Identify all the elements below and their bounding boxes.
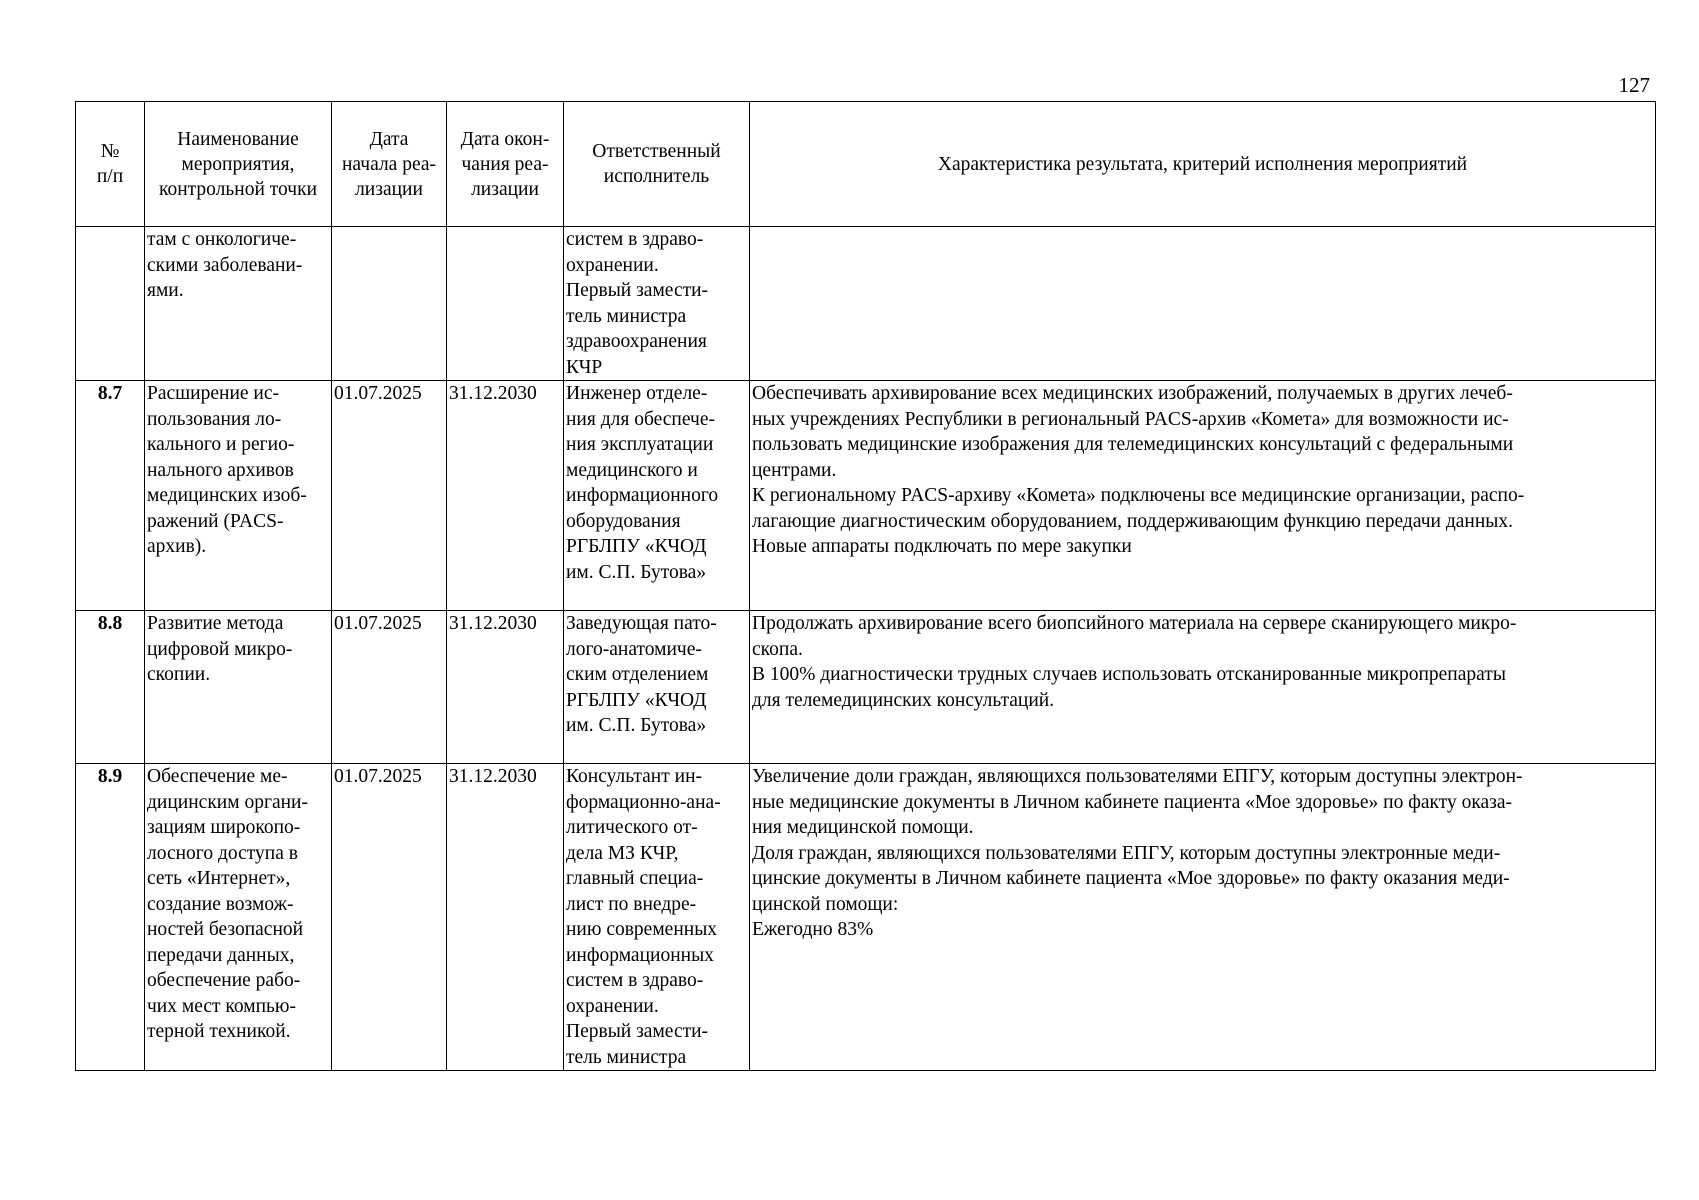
- row-num: 8.7: [76, 381, 145, 611]
- row-executor: систем в здраво- охранении. Первый замести- тель министра здравоохранения КЧР: [564, 227, 750, 381]
- row-result: Продолжать архивирование всего биопсийного материала на сервере сканирующего микро- скопа. В 100% диагностически трудных случаев использовать отсканированные микропрепараты для телемедицинских консультаций.: [750, 611, 1656, 764]
- row-num: 8.8: [76, 611, 145, 764]
- table-row: [76, 611, 1656, 764]
- row-start-date: [332, 227, 447, 381]
- row-result: Обеспечивать архивирование всех медицинских изображений, получаемых в других лечеб- ных учреждениях Республики в региональный PACS-архив «Комета» для возможности ис- пользовать медицинские изображения для телемедицинских консультаций с федеральными центрами. К региональному PACS-архиву «Комета» подключены все медицинские организации, распо- лагающие диагностическим оборудованием, поддерживающим функцию передачи данных. Новые аппараты подключать по мере закупки: [750, 381, 1656, 611]
- header-num: № п/п: [76, 102, 145, 227]
- row-result: Увеличение доли граждан, являющихся пользователями ЕПГУ, которым доступны электрон- ные медицинские документы в Личном кабинете пациента «Мое здоровье» по факту оказа- ния медицинской помощи. Доля граждан, являющихся пользователями ЕПГУ, которым доступны электронные меди- цинские документы в Личном кабинете пациента «Мое здоровье» по факту оказания меди- цинской помощи: Ежегодно 83%: [750, 764, 1656, 1071]
- row-result: [750, 227, 1656, 381]
- row-name: там с онкологиче- скими заболевани- ями.: [145, 227, 332, 381]
- row-name: Развитие метода цифровой микро- скопии.: [145, 611, 332, 764]
- table-row: [76, 227, 1656, 381]
- row-executor: Инженер отделе- ния для обеспече- ния эксплуатации медицинского и информационного оборудования РГБЛПУ «КЧОД им. С.П. Бутова»: [564, 381, 750, 611]
- header-executor: Ответственный исполнитель: [564, 102, 750, 227]
- table-row: [76, 764, 1656, 1071]
- row-end-date: 31.12.2030: [447, 764, 564, 1071]
- header-start-date: Дата начала реа- лизации: [332, 102, 447, 227]
- row-executor: Консультант ин- формационно-ана- литического от- дела МЗ КЧР, главный специа- лист по внедре- нию современных информационных систем в здраво- охранении. Первый замести- тель министра: [564, 764, 750, 1071]
- row-end-date: [447, 227, 564, 381]
- page-number: 127: [1618, 73, 1650, 97]
- row-name: Расширение ис- пользования ло- кального и регио- нального архивов медицинских изоб- ражений (PACS- архив).: [145, 381, 332, 611]
- row-num: [76, 227, 145, 381]
- row-start-date: 01.07.2025: [332, 764, 447, 1071]
- row-num: 8.9: [76, 764, 145, 1071]
- row-end-date: 31.12.2030: [447, 611, 564, 764]
- row-start-date: 01.07.2025: [332, 611, 447, 764]
- row-end-date: 31.12.2030: [447, 381, 564, 611]
- table-header-row: [76, 102, 1656, 227]
- header-result: Характеристика результата, критерий исполнения мероприятий: [750, 102, 1656, 227]
- measures-table: [75, 101, 1656, 1071]
- row-start-date: 01.07.2025: [332, 381, 447, 611]
- row-executor: Заведующая пато- лого-анатомиче- ским отделением РГБЛПУ «КЧОД им. С.П. Бутова»: [564, 611, 750, 764]
- header-end-date: Дата окон- чания реа- лизации: [447, 102, 564, 227]
- header-name: Наименование мероприятия, контрольной точки: [145, 102, 332, 227]
- table-row: [76, 381, 1656, 611]
- row-name: Обеспечение ме- дицинским органи- зациям широкопо- лосного доступа в сеть «Интернет», создание возмож- ностей безопасной передачи данных, обеспечение рабо- чих мест компью- терной техникой.: [145, 764, 332, 1071]
